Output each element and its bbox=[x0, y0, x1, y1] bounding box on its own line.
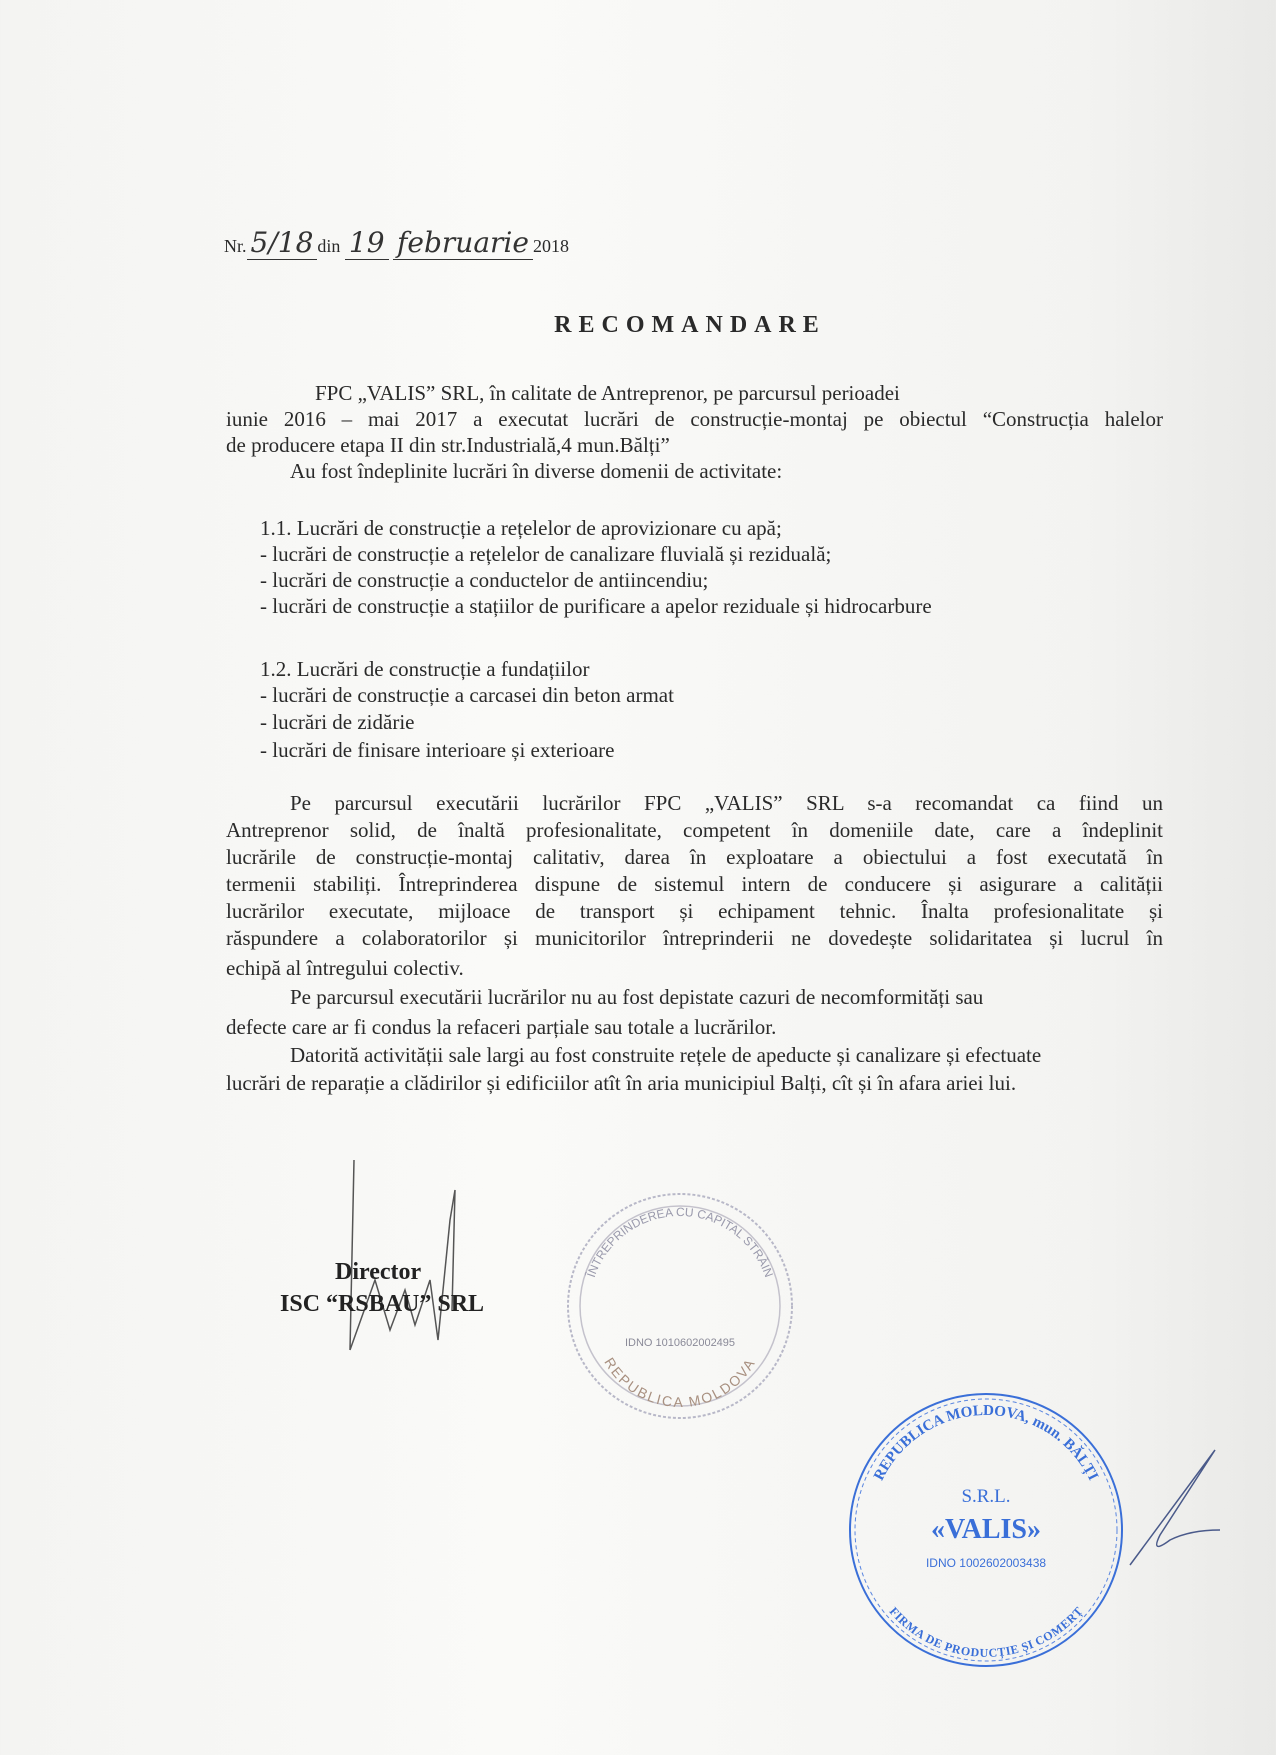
svg-text:REPUBLICA MOLDOVA bbox=[601, 1355, 758, 1410]
list-item: - lucrări de construcție a rețelelor de canalizare fluvială și reziduală; bbox=[260, 542, 832, 566]
body-line: răspundere a colaboratorilor și municitorilor întreprinderii ne dovedește solidaritatea și lucrul în bbox=[226, 926, 1163, 950]
list-item: 1.1. Lucrări de construcție a rețelelor de aprovizionare cu apă; bbox=[260, 516, 782, 540]
document-month: februarie bbox=[393, 226, 533, 260]
document-day: 19 bbox=[345, 226, 389, 260]
stamp-bottom-text: REPUBLICA MOLDOVA bbox=[601, 1354, 759, 1411]
document-number-line bbox=[224, 226, 569, 260]
stamp-srl: S.R.L. bbox=[961, 1486, 1011, 1507]
signatory-company: ISC “RSBAU” SRL bbox=[280, 1291, 485, 1317]
intro-line: Au fost îndeplinite lucrări în diverse domenii de activitate: bbox=[290, 459, 783, 483]
stamp-top-text: REPUBLICA MOLDOVA, mun. BĂLȚI bbox=[871, 1402, 1101, 1484]
body-line: lucrări de reparație a clădirilor și edificiilor atît în aria municipiul Balți, cît și în afara ariei lui. bbox=[226, 1071, 1017, 1095]
list-item: - lucrări de construcție a stațiilor de purificare a apelor reziduale și hidrocarbure bbox=[260, 594, 932, 618]
stamp-top-text: ÎNTREPRINDEREA CU CAPITAL STRĂIN bbox=[583, 1204, 776, 1280]
svg-text:REPUBLICA MOLDOVA, mun. BĂLȚI bbox=[871, 1403, 1101, 1483]
intro-line: FPC „VALIS” SRL, în calitate de Antreprenor, pe parcursul perioadei bbox=[315, 381, 900, 405]
body-line: Pe parcursul executării lucrărilor nu au fost depistate cazuri de necomformități sau bbox=[290, 985, 984, 1009]
list-item: 1.2. Lucrări de construcție a fundațiilor bbox=[260, 657, 590, 681]
body-line: lucrărilor executate, mijloace de transport și echipament tehnic. Înalta profesionalitate și bbox=[226, 899, 1163, 923]
body-line: defecte care ar fi condus la refaceri parțiale sau totale a lucrărilor. bbox=[226, 1015, 777, 1039]
body-line: echipă al întregului colectiv. bbox=[226, 956, 464, 980]
list-item: - lucrări de zidărie bbox=[260, 710, 415, 734]
list-item: - lucrări de construcție a carcasei din beton armat bbox=[260, 683, 674, 707]
company-stamp-valis bbox=[846, 1390, 1126, 1670]
body-line: termenii stabiliți. Întreprinderea dispune de sistemul intern de conducere și asigurare a calității bbox=[226, 872, 1163, 896]
body-line: Pe parcursul executării lucrărilor FPC „VALIS” SRL s-a recomandat ca fiind un bbox=[290, 791, 1163, 815]
document-number: 5/18 bbox=[247, 226, 318, 260]
svg-text:ÎNTREPRINDEREA CU CAPITAL STRĂ bbox=[583, 1205, 776, 1280]
nr-label: Nr. bbox=[224, 236, 247, 256]
intro-line: iunie 2016 – mai 2017 a executat lucrări de construcție-montaj pe obiectul “Construcția halelor bbox=[226, 407, 1163, 431]
stamp-idno: IDNO 1010602002495 bbox=[624, 1337, 736, 1349]
body-line: Antreprenor solid, de înaltă profesionalitate, competent în domeniile date, care a îndeplinit bbox=[226, 818, 1163, 842]
intro-line: de producere etapa II din str.Industrială,4 mun.Bălți” bbox=[226, 433, 670, 457]
list-item: - lucrări de construcție a conductelor de antiincendiu; bbox=[260, 568, 709, 592]
svg-text:FIRMA DE PRODUCȚIE ȘI COMERȚ bbox=[887, 1604, 1086, 1660]
stamp-idno: IDNO 1002602003438 bbox=[925, 1556, 1047, 1570]
stamp-name: «VALIS» bbox=[931, 1514, 1041, 1545]
din-label: din bbox=[317, 236, 341, 256]
valis-signature-scribble bbox=[1120, 1440, 1240, 1580]
stamp-bottom-text: FIRMA DE PRODUCȚIE ȘI COMERȚ bbox=[886, 1604, 1086, 1660]
document-year: 2018 bbox=[532, 236, 569, 256]
body-line: Datorită activității sale largi au fost construite rețele de apeducte și canalizare și efectuate bbox=[290, 1043, 1042, 1067]
body-line: lucrările de construcție-montaj calitativ, darea în exploatare a obiectului a fost executată în bbox=[226, 845, 1163, 869]
document-title: RECOMANDARE bbox=[554, 312, 826, 338]
signatory-role: Director bbox=[335, 1259, 422, 1285]
company-stamp-rsbau bbox=[560, 1186, 800, 1426]
list-item: - lucrări de finisare interioare și exterioare bbox=[260, 738, 615, 762]
